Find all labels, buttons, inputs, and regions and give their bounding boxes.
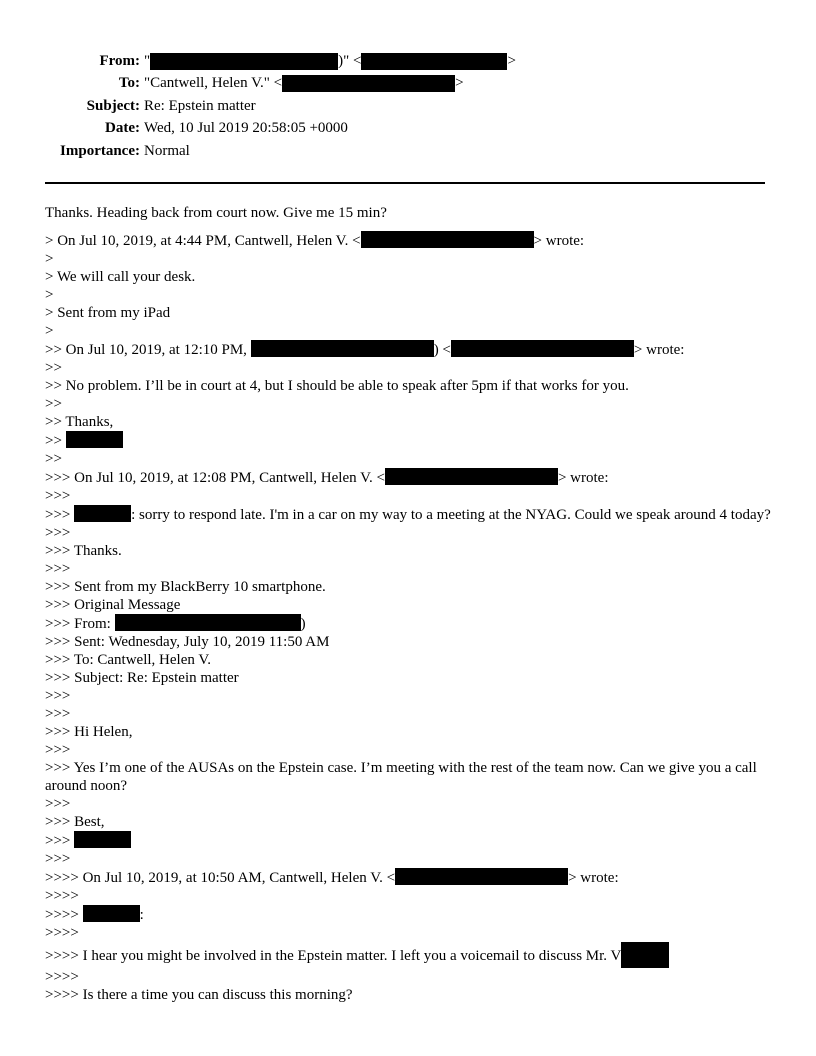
body-line: >>> <box>45 851 71 867</box>
body-line: >> <box>45 451 62 467</box>
from-open-quote: " <box>144 52 151 69</box>
text-segment: >>> From: <box>45 616 115 632</box>
body-line: >>> Sent from my BlackBerry 10 smartphone. <box>45 579 326 595</box>
text-segment: > wrote: <box>633 342 685 358</box>
body-line <box>45 868 773 887</box>
body-line: >>>> Is there a time you can discuss this morning? <box>45 987 353 1003</box>
body-line: >>> <box>45 742 71 758</box>
email-header <box>0 50 816 163</box>
body-line: >>> Yes I’m one of the AUSAs on the Epstein case. I’m meeting with the rest of the team now. Can we give you a call around noon? <box>45 760 761 794</box>
body-line: >>>> <box>45 888 79 904</box>
text-segment: >> On Jul 10, 2019, at 12:10 PM, <box>45 342 251 358</box>
body-line <box>45 340 773 359</box>
importance-label: Importance: <box>60 142 140 159</box>
body-line: >>>> <box>45 969 79 985</box>
redaction-block <box>251 340 434 357</box>
body-line: >>> Best, <box>45 814 105 830</box>
body-line: > We will call your desk. <box>45 269 196 285</box>
redaction-block <box>451 340 634 357</box>
to-close: > <box>455 75 464 92</box>
body-line: >>> <box>45 706 71 722</box>
body-line <box>45 468 773 487</box>
body-line: >>> <box>45 796 71 812</box>
importance-row <box>0 140 816 163</box>
text-segment: > wrote: <box>568 870 619 886</box>
body-line <box>45 831 773 850</box>
to-label: To: <box>118 75 140 92</box>
importance-value: Normal <box>144 142 190 159</box>
text-segment: ) <box>300 616 306 632</box>
from-close: > <box>507 52 516 69</box>
header-divider <box>45 182 765 184</box>
body-line <box>45 942 773 968</box>
to-row <box>0 73 816 96</box>
text-segment: >>> On Jul 10, 2019, at 12:08 PM, Cantwell, Helen V. < <box>45 470 385 486</box>
body-line <box>45 614 773 633</box>
body-line: >>> Hi Helen, <box>45 724 133 740</box>
body-line <box>45 505 773 524</box>
text-segment: ) < <box>433 342 451 358</box>
body-line: >> No problem. I’ll be in court at 4, but I should be able to speak after 5pm if that works for you. <box>45 378 629 394</box>
text-segment: >>>> I hear you might be involved in the Epstein matter. I left you a voicemail to discuss Mr. V <box>45 948 622 964</box>
text-segment: > wrote: <box>557 470 609 486</box>
subject-value: Re: Epstein matter <box>144 97 256 114</box>
redaction-block <box>115 614 301 631</box>
text-segment: >>> <box>45 507 75 523</box>
body-line: >>> To: Cantwell, Helen V. <box>45 652 211 668</box>
text-segment: > wrote: <box>533 233 585 249</box>
to-value <box>144 75 464 92</box>
body-line: >>> <box>45 488 71 504</box>
body-line: >>> Sent: Wednesday, July 10, 2019 11:50 AM <box>45 634 330 650</box>
text-segment: : <box>139 907 144 923</box>
text-segment: >>> <box>45 833 75 849</box>
redaction-block <box>74 505 131 522</box>
body-line: > Sent from my iPad <box>45 305 171 321</box>
body-line <box>45 905 773 924</box>
body-line: >>>> <box>45 925 79 941</box>
redaction-block <box>66 431 123 448</box>
text-segment: >>>> <box>45 907 83 923</box>
redaction-block <box>74 831 131 848</box>
subject-label: Subject: <box>86 97 140 114</box>
redaction-block <box>385 468 558 485</box>
date-label: Date: <box>105 120 140 137</box>
body-line: Thanks. Heading back from court now. Give me 15 min? <box>45 205 387 221</box>
body-line: >> Thanks, <box>45 414 114 430</box>
body-line: >>> <box>45 688 71 704</box>
date-value: Wed, 10 Jul 2019 20:58:05 +0000 <box>144 120 348 137</box>
text-segment: >> <box>45 433 66 449</box>
redaction-block <box>361 53 507 70</box>
redaction-block <box>83 905 140 922</box>
body-line: > <box>45 287 54 303</box>
from-label: From: <box>99 52 140 69</box>
body-line: >> <box>45 360 62 376</box>
to-text: "Cantwell, Helen V." < <box>144 75 283 92</box>
redaction-block <box>282 75 455 92</box>
body-line: >>> Subject: Re: Epstein matter <box>45 670 239 686</box>
body-line <box>45 231 773 250</box>
redaction-block <box>150 53 338 70</box>
body-line: >>> Original Message <box>45 597 181 613</box>
text-segment: > On Jul 10, 2019, at 4:44 PM, Cantwell, Helen V. < <box>45 233 361 249</box>
redaction-block <box>621 942 669 968</box>
text-segment: : sorry to respond late. I'm in a car on my way to a meeting at the NYAG. Could we speak around 4 today? <box>131 507 771 523</box>
from-mid: )" < <box>338 52 362 69</box>
paragraph-gap <box>45 222 773 231</box>
body-line: >>> <box>45 525 71 541</box>
text-segment: >>>> On Jul 10, 2019, at 10:50 AM, Cantwell, Helen V. < <box>45 870 396 886</box>
body-line: >>> <box>45 561 71 577</box>
redaction-block <box>361 231 534 248</box>
body-line: >>> Thanks. <box>45 543 122 559</box>
from-row <box>0 50 816 73</box>
body-line: > <box>45 323 54 339</box>
body-line: >> <box>45 396 62 412</box>
subject-row <box>0 95 816 118</box>
body-line <box>45 431 773 450</box>
body-line: > <box>45 251 54 267</box>
redaction-block <box>395 868 568 885</box>
from-value <box>144 53 516 70</box>
email-body <box>45 204 773 1004</box>
date-row <box>0 118 816 141</box>
